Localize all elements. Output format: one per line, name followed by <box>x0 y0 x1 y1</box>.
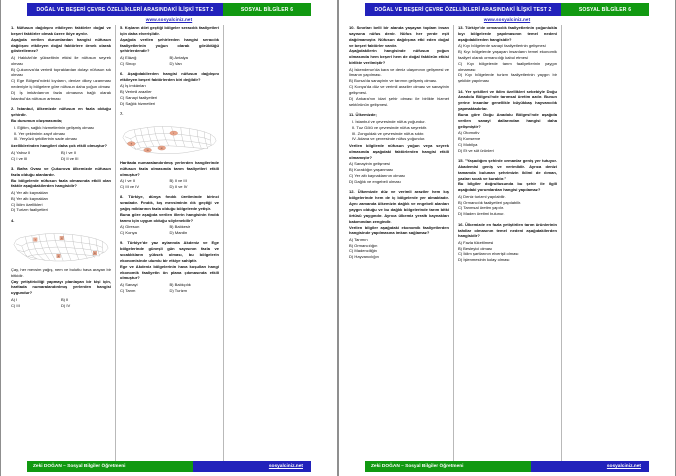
option[interactable]: A) Elâzığ <box>119 54 137 60</box>
svg-text:I: I <box>173 133 175 136</box>
q13-options <box>458 43 557 84</box>
footer-website-link[interactable]: sosyalciniz.net <box>531 461 649 472</box>
option[interactable]: A) Fazla tüketilmesi <box>457 239 494 245</box>
page-right <box>338 0 676 476</box>
q5-number: 5. <box>119 25 124 30</box>
svg-text:III: III <box>146 150 149 153</box>
q12-prompt: Verilen bilgiler aşağıdaki ekonomik faaliyetlerden hangisinde yapılmasına imkan sağlamaz? <box>349 224 449 236</box>
q8-options <box>120 224 219 236</box>
option[interactable]: B) Verimli araziler <box>119 89 152 95</box>
header-subject-badge: SOSYAL BİLGİLER 6 <box>223 3 311 16</box>
roman-item: II. Tuz Gölü ve çevresinde nüfus seyrektir. <box>352 124 428 130</box>
q5-stem: Kışların dört geçtiği bölgeler seracılık faaliyetleri için daha elverişlidir. <box>119 25 219 36</box>
page-header-right <box>343 3 671 22</box>
option[interactable]: C) I ve III <box>11 155 28 161</box>
option[interactable]: D) Turizm faaliyetleri <box>11 207 48 213</box>
q3-options <box>11 190 111 213</box>
option[interactable]: C) Ege Bölgesi'ndeki kıyıların, denize dikey uzanması nedeniyle iç bölgelere göre nüfusun daha yoğun olması <box>11 78 111 90</box>
question-1 <box>11 25 111 102</box>
q12-stem: Ülkemizde düz ve verimli araziler hem kış bölgelerinde hem de iç bölgelerde yer almaktadır. Aynı zamanda ülkemizin dağlık ve engebeli alanları yaygın olduğu ve bu dağlık bölgelerinde tarım bitki örtüsü yaygındır. Ayrıca ülkemiz yeraltı kaynakları bakımından zengindir. <box>349 189 449 224</box>
option[interactable]: A) Sanayinin gelişmesi <box>349 161 390 167</box>
q3-number: 3. <box>11 165 15 171</box>
option[interactable]: D) Dağlık ve engebeli olması <box>349 178 401 184</box>
question-15 <box>458 158 557 217</box>
q2-prompt: Bu durumun oluşmasında; <box>11 117 63 123</box>
option[interactable]: D) Maden üretimi bulunur. <box>457 211 505 217</box>
q2-options <box>11 150 111 162</box>
option[interactable]: C) III ve IV <box>119 183 140 189</box>
q1-number: 1. <box>11 25 15 30</box>
q4-number: 4. <box>11 217 15 223</box>
question-6 <box>120 71 219 107</box>
q2-number: 2. <box>11 106 15 112</box>
footer-bar <box>365 461 649 472</box>
column-3 <box>561 25 669 461</box>
q13-stem: Türkiye'de ormancılık faaliyetlerinin çoğunlukla kıyı bölgelerde yapılmasının temel nedeni aşağıdakilerden hangisidir? <box>457 25 557 42</box>
option[interactable]: C) İklim özellikleri <box>11 201 43 207</box>
footer-bar <box>27 461 311 472</box>
q7-number: 7. <box>119 111 124 117</box>
question-13 <box>458 25 557 84</box>
option[interactable]: B) Kıyı bölgelerde yaşayan insanların temel ekonomik faaliyet olarak ormancılığı kabul etmesi <box>457 48 557 60</box>
map-marker <box>34 237 38 241</box>
svg-text:II: II <box>130 143 132 146</box>
header-subject-badge: SOSYAL BİLGİLER 6 <box>561 3 649 16</box>
q8-stem: Türkiye, dünya fındık üretiminde birinci sıradadır. Fındık, kış mevsiminin ılık geçtiği ve yağış miktarının fazla olduğu bölgelerde yetişir. <box>119 194 219 211</box>
turkey-map-b <box>120 119 219 158</box>
option[interactable]: B) Kuraklığın yaşanması <box>349 167 394 173</box>
map-marker <box>170 131 178 135</box>
question-9 <box>120 240 219 293</box>
option[interactable]: A) Tarımın <box>349 236 368 242</box>
column-1 <box>345 25 453 461</box>
option[interactable]: D) Mardin <box>169 229 188 235</box>
q16-stem: Ülkemizde en fazla yetiştirilen tarım ürünlerinin tahıllar olmasının temel nedeni aşağıdakilerden hangisidir? <box>457 221 557 239</box>
q10-prompt: Aşağıdakilerin hangisinde nüfusun yoğun olmasında hem beşeri hem de doğal faktörün etkisi birlikte verilmiştir? <box>349 48 449 66</box>
roman-item: I. Eğitim, sağlık hizmetlerinin gelişmiş olması <box>14 124 95 130</box>
q3-prompt: Bu bölgelerde nüfusun fazla olmasında etkili olan faktör aşağıdakilerden hangisidir? <box>11 177 111 189</box>
map-marker <box>57 254 61 258</box>
q5-options <box>120 55 219 67</box>
option[interactable]: A) Yalnız II <box>11 149 31 155</box>
columns-left <box>5 25 333 461</box>
q6-prompt: Aşağıdakilerden hangisi nüfusun dağılışını etkileyen beşeri faktörlerden biri değildir? <box>119 71 219 82</box>
question-4 <box>11 218 111 309</box>
q6-options <box>120 83 219 106</box>
svg-text:II: II <box>61 237 63 240</box>
q6-number: 6. <box>119 71 124 77</box>
question-2 <box>11 106 111 161</box>
q8-prompt: Buna göre aşağıda verilen illerin hangisinin fındık tarımı için uygun olduğu söylenebilir? <box>119 211 219 223</box>
svg-text:III: III <box>57 255 60 258</box>
option[interactable]: D) II ve IV <box>169 183 188 189</box>
option[interactable]: B) Antalya <box>169 54 188 60</box>
option[interactable]: B) Ormancılığın <box>349 242 378 248</box>
q11-options <box>349 161 449 184</box>
option[interactable]: C) İklim şartlarının elverişli olması <box>457 251 519 257</box>
option[interactable]: B) Bursa'da sanayinin ve tarımın gelişmiş olması. <box>349 78 438 84</box>
roman-item: I. İstanbul ve çevresinde nüfus yoğundur. <box>352 118 426 124</box>
q14-number: 14. <box>457 88 464 94</box>
header-bar <box>27 3 311 16</box>
page-footer-right <box>343 461 671 476</box>
svg-text:I: I <box>34 239 36 242</box>
option[interactable]: C) Kıyı bölgelerde tarım faaliyetlerinin yaygın olmaması <box>457 60 557 72</box>
option[interactable]: A) Otomotiv <box>457 130 480 136</box>
column-3 <box>223 25 331 461</box>
option[interactable]: B) II ve III <box>169 177 187 183</box>
column-1 <box>7 25 115 461</box>
option[interactable]: D) İşlenmesinin kolay olması <box>457 257 510 263</box>
map-marker <box>158 146 166 150</box>
option[interactable]: A) I <box>11 296 18 302</box>
q7-caption: Haritada numaralandırılmış yerlerden hangilerinde nüfusun fazla olmasında tarım faaliyetleri etkili olmuştur? <box>119 159 219 177</box>
q9-prompt: Ege ve Akdeniz bölgelerinin hava koşulları hangi ekonomik faaliyetin ön plana çıkmasında etkili olmuştur? <box>119 263 219 281</box>
option[interactable]: D) IV <box>60 302 71 308</box>
question-16 <box>458 222 557 264</box>
option[interactable]: A) Deniz turizmi yapılabilir. <box>457 193 506 199</box>
footer-author: Zeki DOĞAN – Sosyal Bilgiler Öğretmeni <box>365 461 531 472</box>
q11-stem: Ülkemizde; <box>355 112 377 118</box>
option[interactable]: D) Ankara'nın idari şehir olması ile birlikte hizmet sektörünün gelişmesi. <box>349 95 449 107</box>
question-12 <box>349 189 449 260</box>
q10-options <box>349 67 449 108</box>
option[interactable]: B) Balıkçılık <box>169 281 191 287</box>
q8-number: 8. <box>119 194 124 200</box>
option[interactable]: C) Tarımsal üretim yapılır. <box>457 205 505 211</box>
footer-author: Zeki DOĞAN – Sosyal Bilgiler Öğretmeni <box>27 461 193 472</box>
q14-options <box>458 130 557 153</box>
footer-website-link[interactable]: sosyalciniz.net <box>193 461 311 472</box>
question-5 <box>120 25 219 67</box>
option[interactable]: D) Et ve süt ürünleri <box>457 147 494 153</box>
option[interactable]: A) İskenderun'da kara ve deniz ulaşımının gelişmesi ve limanın yapılması. <box>349 66 449 78</box>
q15-prompt: Bu bilgiler doğrultusunda bu şehir ile ilgili aşağıdaki yorumlardan hangisi yapılamaz? <box>457 181 557 193</box>
column-2 <box>115 25 223 461</box>
option[interactable]: A) İş imkânları <box>119 83 146 89</box>
q2-after: özelliklerinden hangileri daha çok etkili olmuştur? <box>11 143 108 149</box>
columns-right <box>343 25 671 461</box>
q1-options <box>11 55 111 102</box>
page-header-left <box>5 3 333 22</box>
option[interactable]: D) Hayvancılığın <box>349 254 379 260</box>
question-11 <box>349 112 449 185</box>
option[interactable]: B) Balıkesir <box>169 224 191 229</box>
option[interactable]: D) Van <box>169 60 182 66</box>
q1-stem: Nüfusun dağılışını etkileyen faktörler doğal ve beşeri faktörler olmak üzere ikiye ayrılır. <box>11 25 111 36</box>
option[interactable]: C) Madenciliğin <box>349 248 377 254</box>
option[interactable]: A) Sanayi <box>119 281 138 287</box>
q15-options <box>458 194 557 217</box>
q9-options <box>120 282 219 294</box>
q11-number: 11. <box>349 112 355 118</box>
q11-roman-list <box>352 119 449 142</box>
option[interactable]: D) II ve III <box>60 155 79 161</box>
option[interactable]: B) Çukurova'da verimli topraklardan dolayı nüfusun sık olması <box>11 66 111 78</box>
roman-item: II. Yer çekiminin zayıf olması <box>14 130 66 136</box>
map-marker <box>93 251 97 255</box>
q3-stem: Bafra Ovası ve Çukurova ülkemizde nüfusun fazla olduğu alanlardır. <box>11 165 111 177</box>
option[interactable]: C) Mobilya <box>457 141 478 147</box>
svg-text:IV: IV <box>93 252 96 255</box>
question-3 <box>11 166 111 213</box>
column-2 <box>453 25 561 461</box>
option[interactable]: B) Konserve <box>457 135 481 141</box>
option[interactable]: A) Hakkâri'de yükseltinin etkisi ile nüfusun seyrek olması <box>11 54 111 66</box>
q4-caption: Çay, her mevsim yağış, nem ve bulutlu hava arayan bir bitkidir. <box>11 266 111 278</box>
q2-stem: İstanbul, ülkemizde nüfusun en fazla olduğu şehirdir. <box>11 106 111 118</box>
header-title: DOĞAL VE BEŞERİ ÇEVRE ÖZELLİKLERİ ARASINDAKİ İLİŞKİ TEST 2 <box>27 3 223 16</box>
page-footer-left <box>5 461 333 476</box>
header-title: DOĞAL VE BEŞERİ ÇEVRE ÖZELLİKLERİ ARASINDAKİ İLİŞKİ TEST 2 <box>365 3 561 16</box>
q13-number: 13. <box>457 25 464 30</box>
option[interactable]: D) Turizm <box>169 287 188 293</box>
question-8 <box>120 194 219 236</box>
q9-stem: Türkiye'de yaz aylarında Akdeniz ve Ege bölgelerinde güneşli gün sayısının fazla ve sıcaklıkların yüksek olması, bu bölgelerin ekonomisinde ulumlu bir etkiye sahiptir. <box>119 240 219 263</box>
header-website-link[interactable]: www.sosyalciniz.net <box>145 17 193 22</box>
option[interactable]: B) II <box>60 296 69 302</box>
question-10 <box>349 25 449 108</box>
q4-prompt: Çay yetiştiriciliği yapmayı planlayan bir kişi için, haritada numaralandırılmış yerlerden hangisi uygundur? <box>11 278 111 296</box>
q14-prompt: Buna göre Doğu Anadolu Bölgesi'nde aşağıda verilen sanayi dallarından hangisi daha gelişmiştir? <box>457 112 557 129</box>
question-14 <box>458 89 557 154</box>
option[interactable]: C) Tarım <box>119 287 136 293</box>
option[interactable]: C) Yer altı kaynaklarının olması <box>349 173 406 179</box>
q5-prompt: Aşağıda verilen şehirlerden hangisi seracılık faaliyetlerinin yoğun olarak görüldüğü şehirlerdendir? <box>119 36 219 54</box>
q16-number: 16. <box>457 221 464 227</box>
option[interactable]: B) I ve II <box>60 149 77 155</box>
q9-number: 9. <box>119 240 124 246</box>
roman-item: III. Yeryüzü şekillerinin sade olması <box>14 136 77 142</box>
option[interactable]: D) İş imkânlarının fazla olmasına bağlı olarak İstanbul'da nüfusun artması <box>11 89 111 101</box>
option[interactable]: B) Yer altı kaynakları <box>11 195 49 201</box>
option[interactable]: A) I ve II <box>119 177 136 183</box>
map-marker <box>144 148 152 152</box>
option[interactable]: A) Giresun <box>119 224 140 229</box>
svg-text:IV: IV <box>160 147 163 150</box>
option[interactable]: C) Konya'da düz ve verimli araziler olması ve sanayinin gelişmesi. <box>349 84 449 95</box>
q1-prompt: Aşağıda verilen durumlardan hangisi nüfusun dağılışını etkileyen doğal faktörlere örnek olarak gösterilemez? <box>11 36 111 54</box>
option[interactable]: C) Sinop <box>119 60 136 66</box>
q2-roman-list <box>14 125 111 143</box>
option[interactable]: C) Konya <box>119 229 137 235</box>
q12-options <box>349 237 449 260</box>
option[interactable]: D) Kıyı bölgelerde turizm faaliyetlerinin yaygın bir şekilde yapılması <box>457 72 557 84</box>
option[interactable]: D) Sağlık hizmetleri <box>119 100 156 106</box>
q11-after: Verilen bilgilerde nüfusun yoğun veya seyrek olmasında aşağıdaki faktörlerden hangisi etkili olmamıştır? <box>349 143 449 161</box>
option[interactable]: A) Yer altı kaynakları <box>11 189 49 195</box>
option[interactable]: B) Besleyici olması <box>457 245 493 251</box>
map-marker <box>127 142 135 146</box>
q10-stem: Sınırları belli bir alanda yaşayan toplam insan sayısına nüfus denir. Nüfus her yerde eşit dağılmamıştır. Nüfusun dağılışına etki eden doğal ve beşeri faktörler vardır. <box>349 25 449 48</box>
q10-number: 10. <box>349 25 355 30</box>
header-bar <box>365 3 649 16</box>
map-marker <box>60 236 64 240</box>
option[interactable]: A) Kıyı bölgelerde sanayi faaliyetlerinin gelişmesi <box>457 43 546 49</box>
option[interactable]: B) Ormancılık faaliyetleri yapılabilir. <box>457 199 522 205</box>
turkey-map-a <box>11 226 111 265</box>
option[interactable]: C) III <box>11 302 20 308</box>
q7-options <box>120 178 219 190</box>
roman-item: III. Zonguldak ve çevresinde nüfus sıktır. <box>352 130 425 136</box>
option[interactable]: C) Sanayi faaliyetleri <box>119 94 158 100</box>
header-website-link[interactable]: www.sosyalciniz.net <box>483 17 531 22</box>
question-7 <box>120 111 219 190</box>
q15-number: 15. <box>457 158 464 164</box>
q16-options <box>458 240 557 263</box>
q15-stem: "Yaşadığım şehirde ormanlar geniş yer tutuyor. Akademisi geniş ve verimlidir. Ayrıca denizi tamamda bulunan şehrimizin iklimi de ılıman, yazları sıcak ve kuraktır." <box>457 158 557 181</box>
q14-stem: Yer şekilleri ve iklim özellikleri sebebiyle Doğu Anadolu Bölgesi'nde tarımsal üretim azdır. Bunun yerine insanlar genellikle büyükbaş hayvancılık yapmaktadırlar. <box>457 88 557 112</box>
q12-number: 12. <box>349 189 355 195</box>
q4-options <box>11 297 111 309</box>
roman-item: IV. Adana ve çevresinde nüfus yoğundur. <box>352 136 426 142</box>
